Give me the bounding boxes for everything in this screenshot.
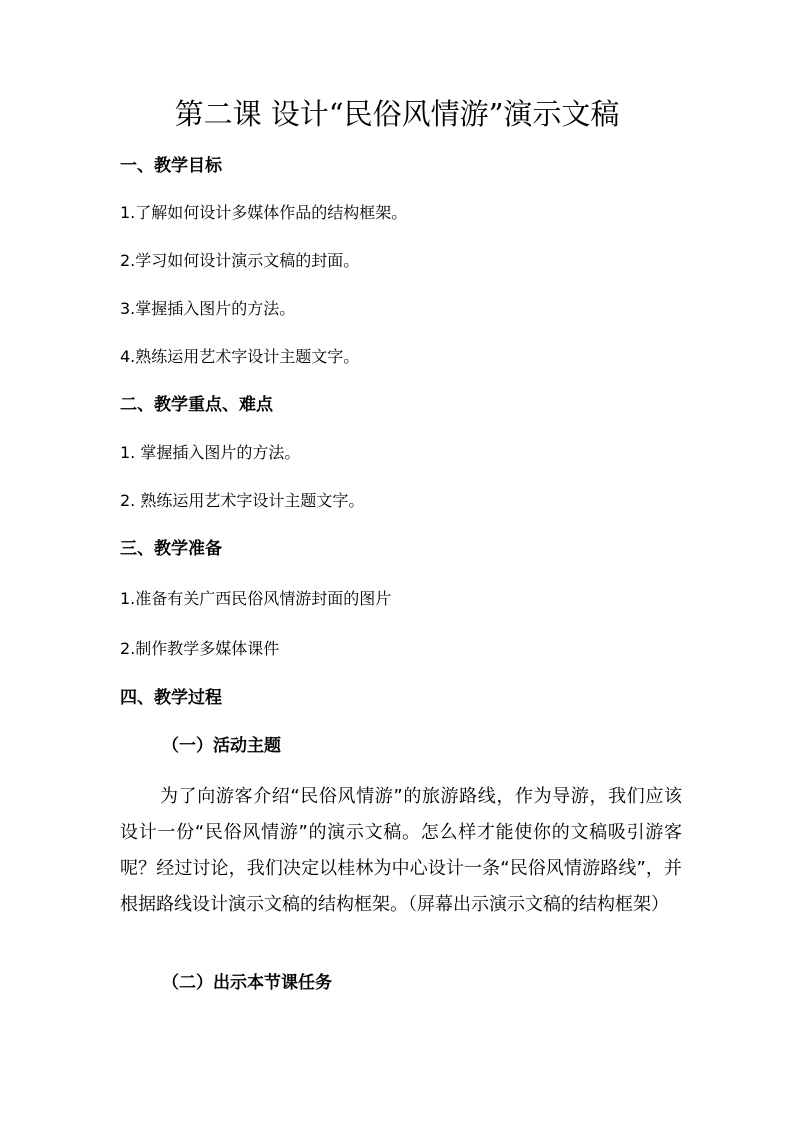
- key-point-item-2: 2. 熟练运用艺术字设计主题文字。: [120, 491, 365, 510]
- section-heading-goals: 一、教学目标: [120, 156, 222, 176]
- preparation-item-2: 2.制作教学多媒体课件: [120, 639, 280, 658]
- goal-item-3: 3.掌握插入图片的方法。: [120, 299, 296, 318]
- section-heading-key-points: 二、教学重点、难点: [120, 395, 273, 415]
- preparation-item-1: 1.准备有关广西民俗风情游封面的图片: [120, 589, 392, 608]
- subheading-lesson-tasks: （二）出示本节课任务: [162, 973, 332, 993]
- key-point-item-1: 1. 掌握插入图片的方法。: [120, 443, 301, 462]
- goal-item-1: 1.了解如何设计多媒体作品的结构框架。: [120, 203, 408, 222]
- activity-theme-paragraph: 为了向游客介绍“民俗风情游”的旅游路线，作为导游，我们应该设计一份“民俗风情游”的演示文稿。怎么样才能使你的文稿吸引游客呢？经过讨论，我们决定以桂林为中心设计一条“民俗风情游路线”，并根据路线设计演示文稿的结构框架。（屏幕出示演示文稿的结构框架）: [120, 786, 682, 915]
- section-heading-process: 四、教学过程: [120, 688, 222, 708]
- page-title: 第二课 设计“民俗风情游”演示文稿: [174, 97, 620, 131]
- goal-item-4: 4.熟练运用艺术字设计主题文字。: [120, 347, 360, 366]
- goal-item-2: 2.学习如何设计演示文稿的封面。: [120, 251, 360, 270]
- section-heading-preparation: 三、教学准备: [120, 539, 222, 559]
- subheading-activity-theme: （一）活动主题: [162, 736, 281, 756]
